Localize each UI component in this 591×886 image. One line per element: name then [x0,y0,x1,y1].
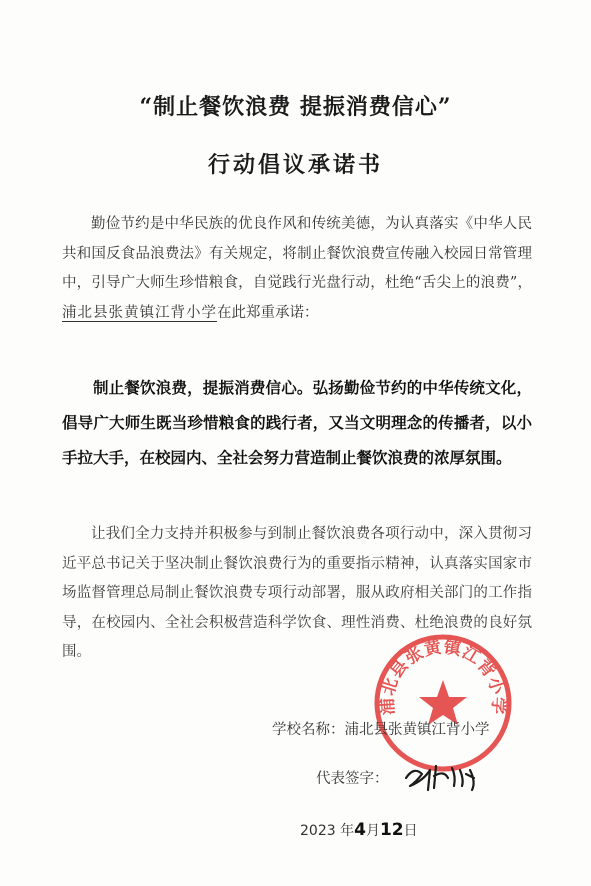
svg-text:浦北县张黄镇江背小学: 浦北县张黄镇江背小学 [377,637,509,716]
paragraph-1-school-name: 浦北县张黄镇江背小学 [62,304,217,321]
representative-label: 代表签字： [316,771,389,787]
paragraph-2: 制止餐饮浪费，提振消费信心。弘扬勤俭节约的中华传统文化，倡导广大师生既当珍惜粮食的践行者，又当文明理念的传播者，以小手拉大手，在校园内、全社会努力营造制止餐饮浪费的浓厚氛围。 [62,378,532,467]
date-day-char: 日 [403,823,418,839]
school-name-value: 浦北县张黄镇江背小学 [344,722,490,738]
document-title-line2: 行动倡议承诺书 [207,152,383,178]
school-name-line [272,718,490,739]
representative-signature-line [316,767,389,788]
paragraph-3: 让我们全力支持并积极参与到制止餐饮浪费各项行动中，深入贯彻习近平总书记关于坚决制止餐饮浪费行为的重要指示精神，认真落实国家市场监督管理总局制止餐饮浪费专项行动部署，服从政府相关部门的工作指导，在校园内、全社会积极营造科学饮食、理性消费、杜绝浪费的良好氛围。 [62,526,532,661]
document-title-line1: “制止餐饮浪费 提振消费信心” [139,94,452,120]
paragraph-1-text-after: 在此郑重承诺： [217,304,319,321]
date-month: 4 [354,820,366,840]
paragraph-1-text: 勤俭节约是中华民族的优良作风和传统美德，为认真落实《中华人民共和国反食品浪费法》有关规定，将制止餐饮浪费宣传融入校园日常管理中，引导广大师生珍惜粮食，自觉践行光盘行动，杜绝“舌尖上的浪费”， [62,216,532,292]
date-month-char: 月 [365,823,380,839]
date-line [300,820,418,840]
date-year-char: 年 [340,823,355,839]
school-name-label: 学校名称： [272,722,345,738]
date-year: 2023 [300,823,336,839]
date-day: 12 [379,820,404,840]
paragraph-1 [62,210,532,328]
handwritten-signature [400,756,490,796]
